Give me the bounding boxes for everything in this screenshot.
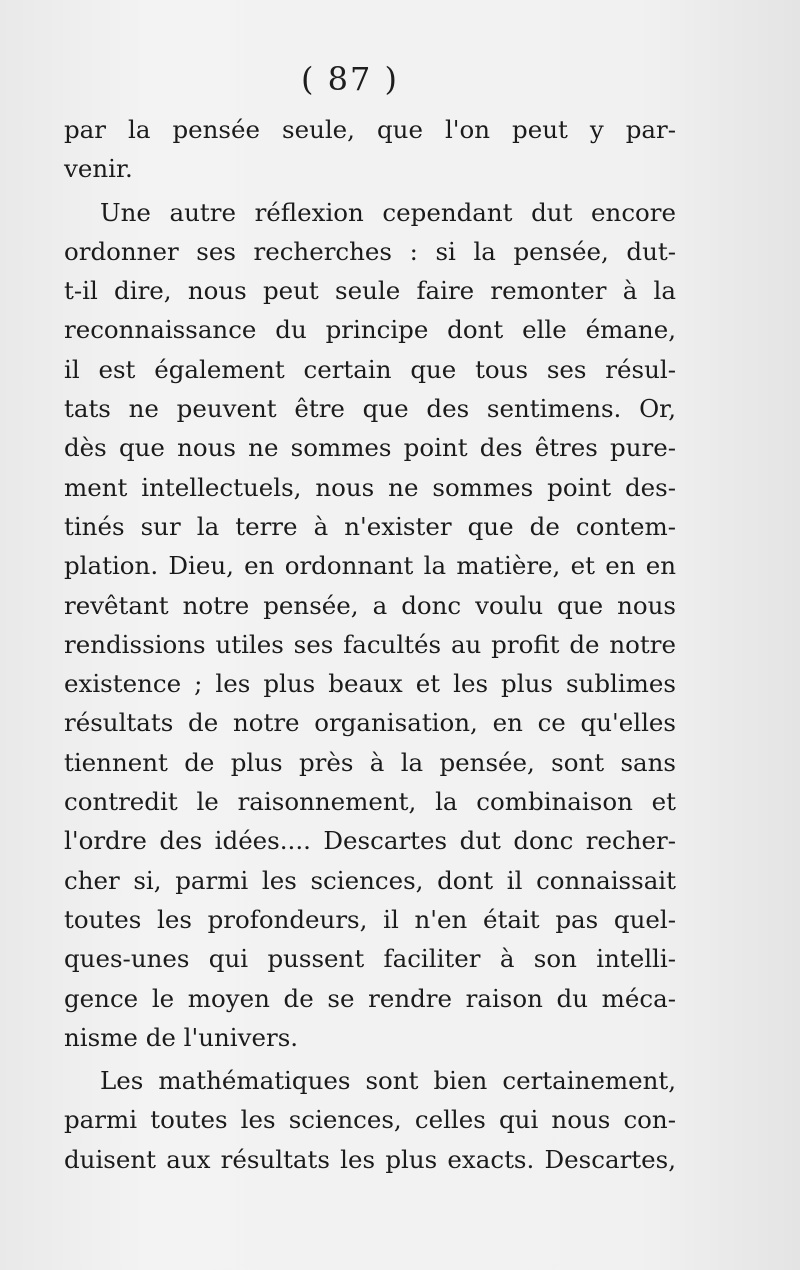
text-line: Les mathématiques sont bien certainement,: [100, 1066, 676, 1096]
text-line: il est également certain que tous ses résul-: [64, 354, 676, 384]
text-line: tiennent de plus près à la pensée, sont sans: [64, 747, 676, 777]
text-line: contredit le raisonnement, la combinaison et: [64, 787, 676, 817]
text-line: existence ; les plus beaux et les plus sublimes: [64, 669, 676, 699]
text-line: ordonner ses recherches : si la pensée, dut-: [64, 236, 676, 266]
text-line: nisme de l'univers.: [64, 1022, 299, 1052]
text-line: résultats de notre organisation, en ce qu'elles: [64, 708, 676, 738]
text-line: toutes les profondeurs, il n'en était pas quel-: [64, 904, 676, 934]
text-line: plation. Dieu, en ordonnant la matière, et en en: [64, 551, 676, 581]
text-line: reconnaissance du principe dont elle émane,: [64, 315, 676, 345]
page-number: ( 87 ): [300, 60, 400, 98]
text-line: Une autre réflexion cependant dut encore: [100, 197, 676, 227]
text-line: venir.: [64, 154, 133, 184]
text-line: gence le moyen de se rendre raison du méca-: [64, 983, 676, 1013]
text-line: revêtant notre pensée, a donc voulu que nous: [64, 590, 676, 620]
text-line: ques-unes qui pussent faciliter à son intelli-: [64, 944, 676, 974]
body-text: [64, 110, 676, 1179]
text-line: ment intellectuels, nous ne sommes point des-: [64, 472, 676, 502]
text-line: tats ne peuvent être que des sentimens. Or,: [64, 394, 676, 424]
text-line: cher si, parmi les sciences, dont il connaissait: [64, 865, 676, 895]
text-line: duisent aux résultats les plus exacts. Descartes,: [64, 1144, 676, 1174]
text-line: rendissions utiles ses facultés au profit de notre: [64, 629, 676, 659]
text-line: par la pensée seule, que l'on peut y par-: [64, 115, 676, 144]
text-line: t-il dire, nous peut seule faire remonter à la: [64, 276, 676, 306]
text-line: l'ordre des idées.... Descartes dut donc recher-: [64, 826, 676, 856]
text-line: dès que nous ne sommes point des êtres pure-: [64, 433, 676, 463]
text-line: tinés sur la terre à n'exister que de contem-: [64, 511, 676, 541]
text-line: parmi toutes les sciences, celles qui nous con-: [64, 1105, 676, 1135]
